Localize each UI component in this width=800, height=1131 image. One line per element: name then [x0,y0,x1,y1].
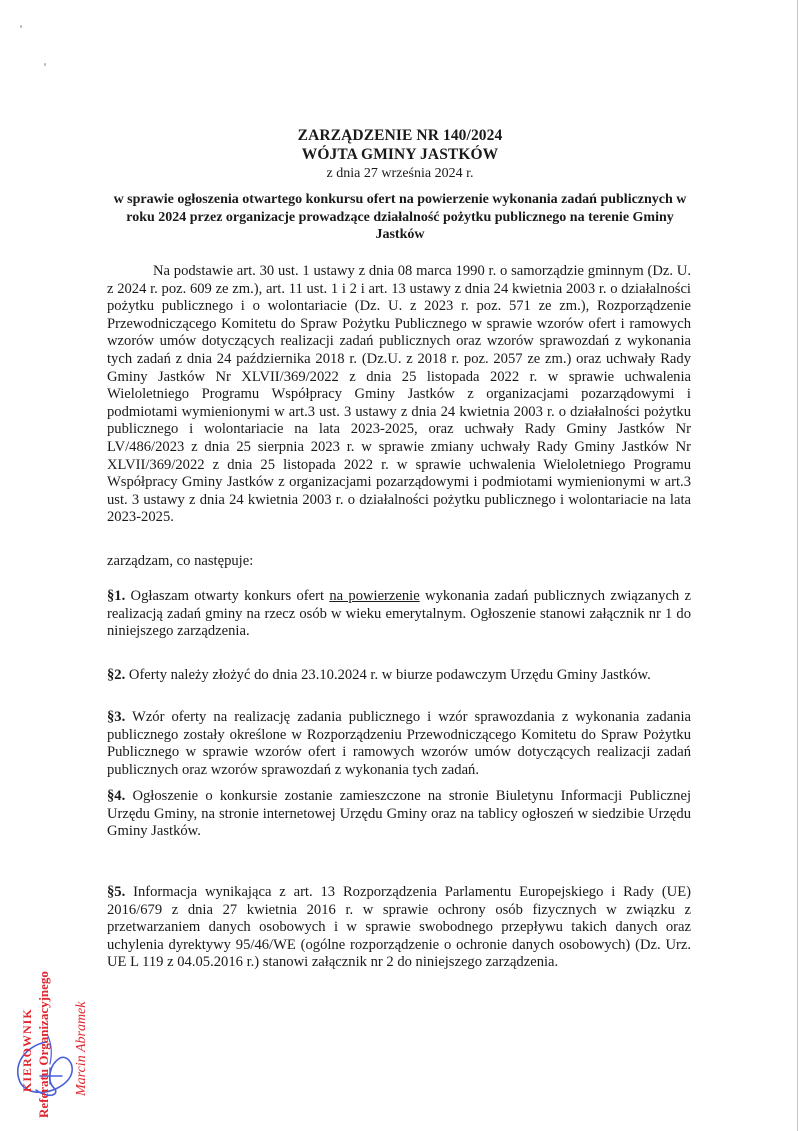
section-text: Wzór oferty na realizację zadania publicznego i wzór sprawozdania z wykonania zadania publicznego zostały określone w Rozporządzeniu Przewodniczącego Komitetu do Spraw Pożytku Publicznego w sprawie wzorów ofert i ramowych wzorów umów dotyczących realizacji zadań publicznych oraz wzorów sprawozdań z wykonania tych zadań. [107,709,691,778]
section-2 [107,667,691,685]
section-label: §2. [107,667,126,683]
section-4 [107,788,691,841]
section-label: §1. [107,588,126,604]
document-title-number: ZARZĄDZENIE NR 140/2024 [297,127,503,144]
document-date: z dnia 27 września 2024 r. [326,166,474,181]
section-text: Oferty należy złożyć do dnia 23.10.2024 r. w biurze podawczym Urzędu Gminy Jastków. [125,667,651,683]
scan-speck [44,63,46,66]
stamp-department: Referatu Organizacyjnego [36,971,51,1118]
section-3 [107,709,691,779]
stamp-title: KIEROWNIK [20,1008,34,1092]
document-header [0,126,800,183]
scan-speck [20,25,22,28]
section-1 [107,588,691,641]
section-label: §4. [107,788,126,804]
official-stamp [6,971,116,1131]
underlined-phrase: na powierzenie [329,588,420,604]
section-label: §5. [107,884,126,900]
document-subject: w sprawie ogłoszenia otwartego konkursu ofert na powierzenie wykonania zadań publicznych w roku 2024 przez organizacje prowadzące działalność pożytku publicznego na terenie Gminy Jastków [113,192,687,242]
document-title-issuer: WÓJTA GMINY JASTKÓW [301,146,499,163]
section-text: Informacja wynikająca z art. 13 Rozporządzenia Parlamentu Europejskiego i Rady (UE) 2016/679 z dnia 27 kwietnia 2016 r. w sprawie ochrony osób fizycznych w związku z przetwarzaniem danych osobowych i w sprawie swobodnego przepływu takich danych oraz uchylenia dyrektywy 95/46/WE (ogólne rozporządzenie o ochronie danych osobowych) (Dz. Urz. UE L 119 z 04.05.2016 r.) stanowi załącznik nr 2 do niniejszego zarządzenia. [107,884,691,971]
section-5 [107,884,691,972]
stamp-name: Marcin Abramek [74,1001,89,1096]
section-text: Ogłoszenie o konkursie zostanie zamieszczone na stronie Biuletynu Informacji Publicznej Urzędu Gminy, na stronie internetowej Urzędu Gminy oraz na tablicy ogłoszeń w siedzibie Urzędu Gminy Jastków. [107,788,691,840]
legal-basis-paragraph: Na podstawie art. 30 ust. 1 ustawy z dnia 08 marca 1990 r. o samorządzie gminnym (Dz. U. z 2024 r. poz. 609 ze zm.), art. 11 ust. 1 i 2 i art. 13 ustawy z dnia 24 kwietnia 2003 r. o działalności pożytku publicznego i o wolontariacie (Dz. U. z 2023 r. poz. 571 ze zm.), Rozporządzenie Przewodniczącego Komitetu do Spraw Pożytku Publicznego w sprawie wzorów ofert i ramowych wzorów umów dotyczących realizacji zadań publicznych oraz wzorów sprawozdań z wykonania tych zadań z dnia 24 października 2018 r. (Dz.U. z 2018 r. poz. 2057 ze zm.) oraz uchwały Rady Gminy Jastków Nr XLVII/369/2022 z dnia 25 listopada 2022 r. w sprawie uchwalenia Wieloletniego Programu Współpracy Gminy Jastków z organizacjami pozarządowymi i podmiotami wymienionymi w art.3 ust. 3 ustawy z dnia 24 kwietnia 2003 r. o działalności pożytku publicznego i wolontariacie na lata 2023-2025, oraz uchwały Rady Gminy Jastków Nr LV/486/2023 z dnia 25 sierpnia 2023 r. w sprawie zmiany uchwały Rady Gminy Jastków Nr XLVII/369/2022 z dnia 25 listopada 2022 r. w sprawie uchwalenia Wieloletniego Programu Współpracy Gminy Jastków z organizacjami pozarządowymi i podmiotami wymienionymi w art.3 ust. 3 ustawy z dnia 24 kwietnia 2003 r. o działalności pożytku publicznego i wolontariacie na lata 2023-2025. [107,263,691,526]
section-text: Ogłaszam otwarty konkurs ofert [125,588,330,604]
section-text: wykonania zadań publicznych związanych z realizacją zadań gminy na rzecz osób w wieku emerytalnym. Ogłoszenie stanowi załącznik nr 1 do niniejszego zarządzenia. [107,588,692,640]
decree-intro: zarządzam, co następuje: [107,553,254,569]
section-label: §3. [107,709,126,725]
